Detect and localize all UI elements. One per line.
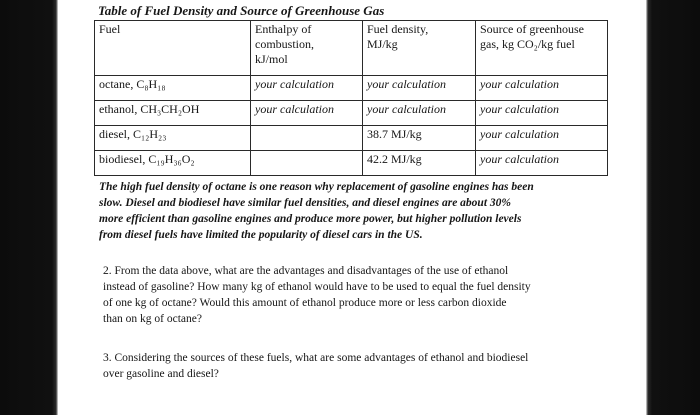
header-enthalpy-line: Enthalpy of (255, 22, 312, 36)
cell-fuel: ethanol, CH₃CH₂OH (95, 101, 251, 126)
right-dark-margin (646, 0, 700, 415)
cell-source: your calculation (476, 151, 608, 176)
header-source-line: Source of greenhouse (480, 22, 584, 36)
cell-density: 38.7 MJ/kg (363, 126, 476, 151)
table-header-row (95, 21, 608, 76)
note-line: more efficient than gasoline engines and produce more power, but higher pollution levels (99, 213, 522, 225)
cell-source: your calculation (476, 76, 608, 101)
fuel-density-note (99, 179, 619, 243)
header-source (476, 21, 608, 76)
cell-density: your calculation (363, 76, 476, 101)
fuel-density-table (94, 20, 608, 176)
header-enthalpy-line: kJ/mol (255, 52, 288, 66)
cell-density: your calculation (363, 101, 476, 126)
cell-density: 42.2 MJ/kg (363, 151, 476, 176)
header-density-line: Fuel density, (367, 22, 429, 36)
header-source-line: gas, kg CO₂/kg fuel (480, 37, 575, 51)
table-row (95, 151, 608, 176)
left-dark-margin (0, 0, 58, 415)
question-2-line: 2. From the data above, what are the advantages and disadvantages of the use of ethanol (103, 265, 509, 277)
question-2-line: than on kg of octane? (103, 313, 202, 325)
header-fuel-label: Fuel (99, 22, 121, 36)
cell-fuel: diesel, C₁₂H₂₃ (95, 126, 251, 151)
table-row (95, 101, 608, 126)
header-enthalpy (251, 21, 363, 76)
note-line: from diesel fuels have limited the popularity of diesel cars in the US. (99, 229, 423, 241)
header-density (363, 21, 476, 76)
header-enthalpy-line: combustion, (255, 37, 314, 51)
table-row (95, 76, 608, 101)
cell-enthalpy: your calculation (251, 76, 363, 101)
question-2-line: of one kg of octane? Would this amount of ethanol produce more or less carbon dioxide (103, 297, 507, 309)
question-2-line: instead of gasoline? How many kg of ethanol would have to be used to equal the fuel density (103, 281, 531, 293)
document-title: Table of Fuel Density and Source of Greenhouse Gas (98, 3, 385, 18)
note-line: The high fuel density of octane is one reason why replacement of gasoline engines has been (99, 181, 534, 193)
header-density-line: MJ/kg (367, 37, 398, 51)
cell-source: your calculation (476, 101, 608, 126)
header-fuel (95, 21, 251, 76)
question-2 (103, 263, 623, 327)
table-row (95, 126, 608, 151)
cell-enthalpy (251, 151, 363, 176)
cell-source: your calculation (476, 126, 608, 151)
question-3-line: over gasoline and diesel? (103, 368, 219, 380)
question-3 (103, 350, 623, 382)
cell-enthalpy (251, 126, 363, 151)
cell-fuel: octane, C₈H₁₈ (95, 76, 251, 101)
cell-enthalpy: your calculation (251, 101, 363, 126)
question-3-line: 3. Considering the sources of these fuels, what are some advantages of ethanol and biodiesel (103, 352, 529, 364)
cell-fuel: biodiesel, C₁₉H₃₆O₂ (95, 151, 251, 176)
note-line: slow. Diesel and biodiesel have similar fuel densities, and diesel engines are about 30% (99, 197, 511, 209)
